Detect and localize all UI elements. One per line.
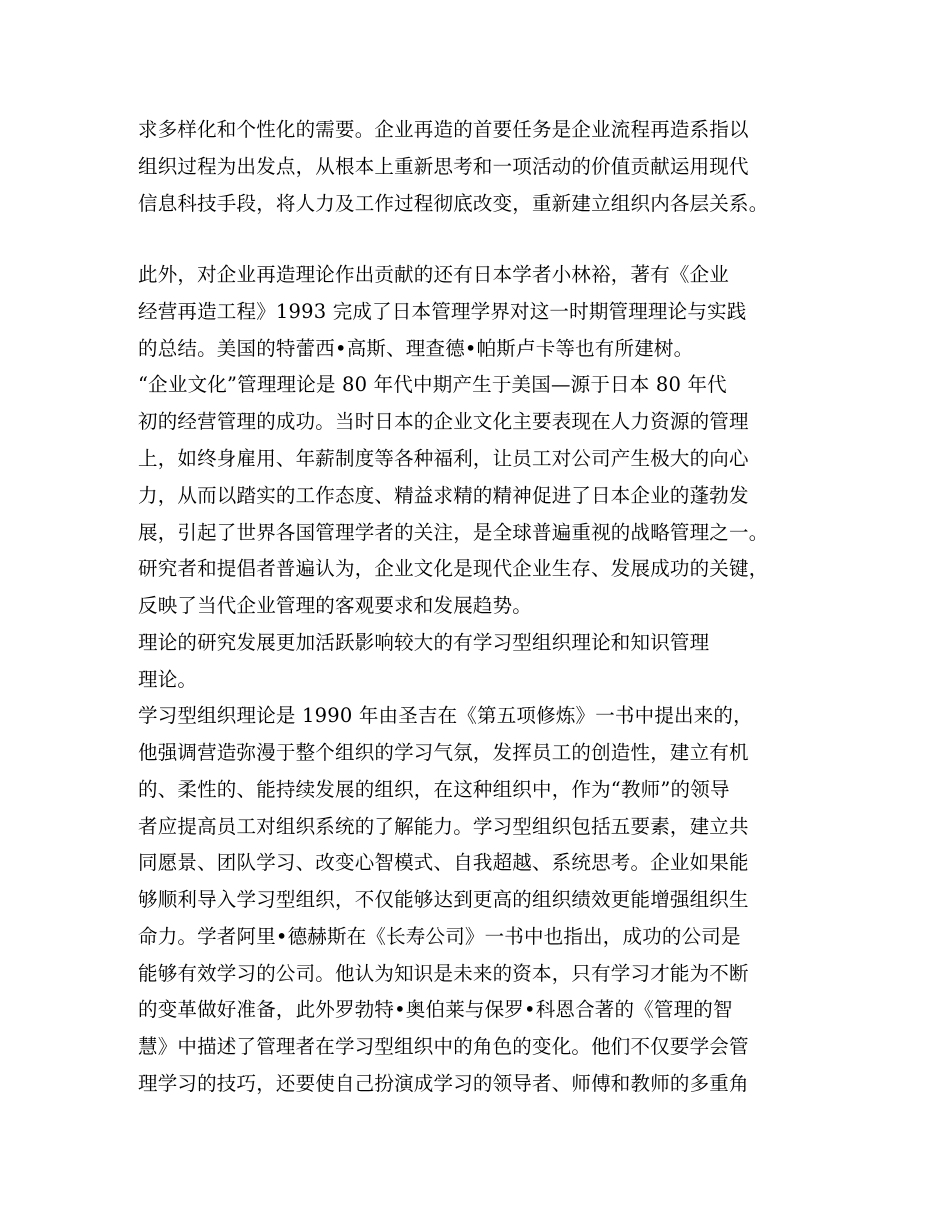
text-line: 信息科技手段，将人力及工作过程彻底改变，重新建立组织内各层关系。: [138, 192, 769, 215]
text-line: 同愿景、团队学习、改变心智模式、自我超越、系统思考。企业如果能: [138, 851, 749, 874]
text-line: 组织过程为出发点，从根本上重新思考和一项活动的价值贡献运用现代: [138, 155, 749, 178]
text-line: 反映了当代企业管理的客观要求和发展趋势。: [138, 594, 533, 617]
text-line: 求多样化和个性化的需要。企业再造的首要任务是企业流程再造系指以: [138, 118, 749, 141]
text-line: 展，引起了世界各国管理学者的关注，是全球普遍重视的战略管理之一。: [138, 521, 769, 544]
text-line: 的、柔性的、能持续发展的组织，在这种组织中，作为“教师”的领导: [138, 778, 730, 801]
text-line: “企业文化”管理理论是 80 年代中期产生于美国—源于日本 80 年代: [138, 373, 727, 396]
text-line: 慧》中描述了管理者在学习型组织中的角色的变化。他们不仅要学会管: [138, 1035, 749, 1058]
text-line: 力，从而以踏实的工作态度、精益求精的精神促进了日本企业的蓬勃发: [138, 484, 749, 507]
text-line: 此外，对企业再造理论作出贡献的还有日本学者小林裕，著有《企业: [138, 263, 730, 286]
text-line: 经营再造工程》1993 完成了日本管理学界对这一时期管理理论与实践: [138, 300, 747, 323]
text-line: 的总结。美国的特蕾西•高斯、理查德•帕斯卢卡等也有所建树。: [138, 337, 694, 360]
text-line: 研究者和提倡者普遍认为，企业文化是现代企业生存、发展成功的关键，: [138, 557, 769, 580]
text-line: 的变革做好准备，此外罗勃特•奥伯莱与保罗•科恩合著的《管理的智: [138, 998, 733, 1021]
text-line: 理学习的技巧，还要使自己扮演成学习的领导者、师傅和教师的多重角: [138, 1072, 749, 1095]
text-line: 理论的研究发展更加活跃影响较大的有学习型组织理论和知识管理: [138, 631, 710, 654]
text-line: 够顺利导入学习型组织，不仅能够达到更高的组织绩效更能增强组织生: [138, 888, 749, 911]
text-line: 他强调营造弥漫于整个组织的学习气氛，发挥员工的创造性，建立有机: [138, 741, 749, 764]
text-line: 者应提高员工对组织系统的了解能力。学习型组织包括五要素，建立共: [138, 815, 749, 838]
text-line: 理论。: [138, 668, 198, 691]
text-line: 学习型组织理论是 1990 年由圣吉在《第五项修炼》一书中提出来的，: [138, 704, 753, 727]
text-line: 初的经营管理的成功。当时日本的企业文化主要表现在人力资源的管理: [138, 410, 749, 433]
text-line: 命力。学者阿里•德赫斯在《长寿公司》一书中也指出，成功的公司是: [138, 925, 741, 948]
text-line: 上，如终身雇用、年薪制度等各种福利，让员工对公司产生极大的向心: [138, 447, 749, 470]
text-line: 能够有效学习的公司。他认为知识是未来的资本，只有学习才能为不断: [138, 962, 749, 985]
